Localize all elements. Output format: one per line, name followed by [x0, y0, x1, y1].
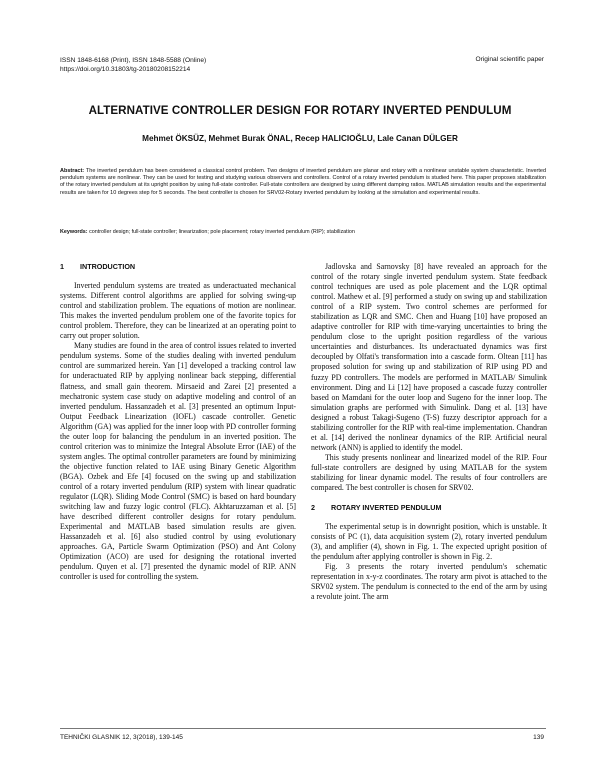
section-gap	[311, 493, 547, 503]
abstract-text: The inverted pendulum has been considered a classical control problem. Two designs of inverted pendulum are planar and rotary with a nonlinear unstable system characteristic. Inverted pendulum systems are nonlinear. They can be used for testing and studying various observers and controllers. Control of a rotary inverted pendulum is studied here. This paper proposes stabilization of the rotary inverted pendulum at its upright position by using full-state controller. Full-state controllers are designed by using different damping ratios. MATLAB simulation results and the experimental results are taken for 10 degrees step for 5 seconds. The best controller is chosen for SRV02-Rotary inverted pendulum by looking at the simulation and experimental results.	[60, 168, 546, 196]
section-2-number: 2	[311, 503, 315, 513]
section-2-paragraph-2: Fig. 3 presents the rotary inverted pendulum's schematic representation in x-y-z coordinates. The rotary arm pivot is attached to the SRV02 system. The pendulum is connected to the end of the arm by using a revolute joint. The arm	[311, 562, 547, 602]
right-column	[311, 262, 547, 603]
page-number: 139	[533, 734, 544, 741]
keywords-text: controller design; full-state controller; linearization; pole placement; rotary inverted pendulum (RIP); stabilization	[89, 229, 355, 235]
intro-paragraph-1: Inverted pendulum systems are treated as underactuated mechanical systems. Different control algorithms are applied for solving swing-up control and stabilization problem. The equations of motion are nonlinear. This makes the inverted pendulum problem one of the favorite topics for control problem. Therefore, they can be linearized at an operating point to carry out proper solution.	[60, 281, 296, 341]
intro-paragraph-3: Jadlovska and Sarnovsky [8] have revealed an approach for the control of the rotary single inverted pendulum system. State feedback control techniques are used as pole placement and the LQR optimal control. Mathew et al. [9] performed a study on swing up and stabilization control of a RIP system. Two control schemes are performed for stabilization as LQR and SMC. Chen and Huang [10] have proposed an adaptive controller for RIP with time-varying uncertainties to bring the pendulum close to the upright position regardless of the various uncertainties and disturbances. Its underactuated dynamics was first decoupled by Olfati's transformation into a cascade form. Oltean [11] has proposed solution for swing up and stabilization of RIP using PD and fuzzy PD controllers. The models are performed in MATLAB/ Simulink environment. Ding and Li [12] have proposed a cascade fuzzy controller based on Mamdani for the outer loop and Sugeno for the inner loop. The simulation graphs are performed with Simulink. Dang et al. [13] have designed a robust Takagi-Sugeno (T-S) fuzzy descriptor approach for a stabilizing controller for the RIP with real-time implementation. Chandran et al. [14] derived the nonlinear dynamics of the RIP. Artificial neural network (ANN) is applied to identify the model.	[311, 262, 547, 452]
abstract	[60, 168, 546, 197]
section-1-heading	[60, 262, 296, 272]
doi-link[interactable]: https://doi.org/10.31803/tg-20180208152214	[60, 66, 191, 73]
intro-paragraph-2: Many studies are found in the area of control issues related to inverted pendulum systems. Some of the studies dealing with inverted pendulum control are summarized herein. Yan [1] developed a tracking control law for underactuated RIP by applying nonlinear back stepping, differential flatness, and small gain theorem. Mirsaeid and Zarei [2] presented a mechatronic system case study on adaptive modeling and control of an inverted pendulum. Hassanzadeh et al. [3] presented an optimum Input-Output Feedback Linearization (IOFL) cascade controller. Genetic Algorithm (GA) was applied for the inner loop with PD controller forming the outer loop for balancing the pendulum in an inverted position. The control criterion was to minimize the Integral Absolute Error (IAE) of the system angles. The optimal controller parameters are found by minimizing the objective function related to IAE using Binary Genetic Algorithm (BGA). Ozbek and Efe [4] focused on the swing up and stabilization control of a rotary inverted pendulum (RIP) system with linear quadratic regulator (LQR). Sliding Mode Control (SMC) is based on hard boundary switching law and fuzzy logic control (FLC). Akhtaruzzaman et al. [5] have described different controller designs for rotary pendulum. Experimental and MATLAB based simulation results are given. Hassanzadeh et al. [6] also studied control by using evolutionary approaches. GA, Particle Swarm Optimization (PSO) and Ant Colony Optimization (ACO) are used for designing the rotational inverted pendulum. Quyen et al. [7] presented the dynamic model of RIP. ANN controller is used for controlling the system.	[60, 341, 296, 582]
paper-type: Original scientific paper	[475, 56, 544, 63]
section-1-number: 1	[60, 262, 64, 271]
section-2-paragraph-1: The experimental setup is in downright position, which is unstable. It consists of PC (1), data acquisition system (2), rotary inverted pendulum (3), and amplifier (4), shown in Fig. 1. The expected upright position of the pendulum after applying controller is shown in Fig. 2.	[311, 522, 547, 562]
intro-paragraph-4: This study presents nonlinear and linearized model of the RIP. Four full-state controllers are designed by using MATLAB for the system stabilizing for linear dynamic model. The results of four controllers are compared. The best controller is chosen for SRV02.	[311, 452, 547, 493]
section-1-title: INTRODUCTION	[80, 262, 136, 271]
journal-footer: TEHNIČKI GLASNIK 12, 3(2018), 139-145	[60, 734, 183, 741]
keywords-label: Keywords:	[60, 229, 88, 235]
section-2-heading	[311, 503, 547, 513]
footer-rule	[60, 728, 546, 729]
keywords	[60, 229, 546, 235]
issn-line: ISSN 1848-6168 (Print), ISSN 1848-5588 (Online)	[60, 57, 207, 64]
header-left	[60, 56, 206, 74]
left-column	[60, 262, 296, 582]
paper-title: ALTERNATIVE CONTROLLER DESIGN FOR ROTARY INVERTED PENDULUM	[88, 104, 512, 117]
section-2-title: ROTARY INVERTED PENDULUM	[331, 503, 442, 513]
author-list: Mehmet ÖKSÜZ, Mehmet Burak ÖNAL, Recep HALICIOĞLU, Lale Canan DÜLGER	[142, 134, 458, 143]
abstract-label: Abstract:	[60, 168, 85, 174]
